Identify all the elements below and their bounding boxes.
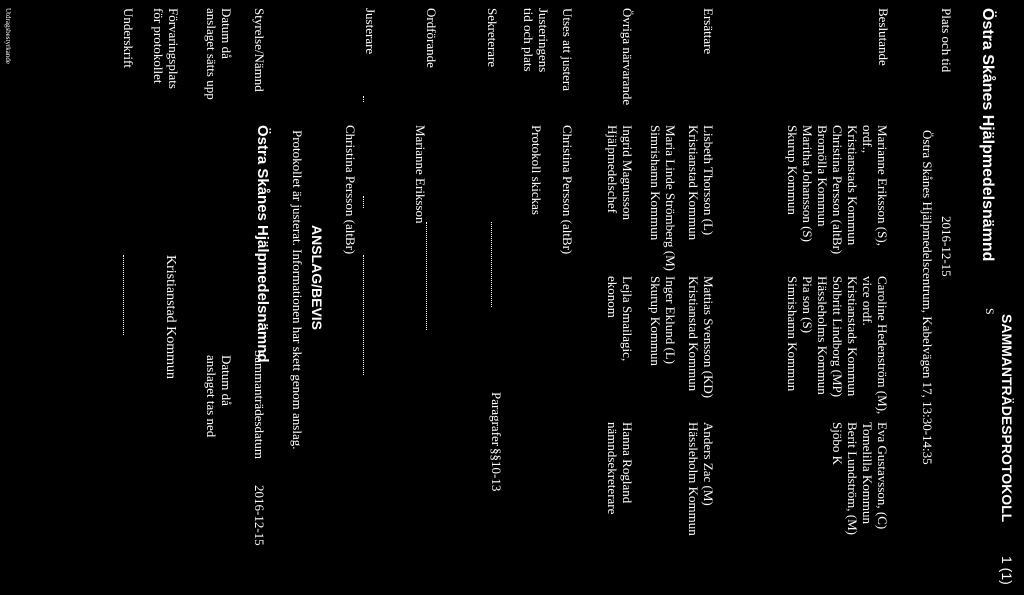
page-number: 1 (1) (999, 556, 1015, 585)
ersattare-column-1: Lisbeth Thorsson (L) Kristianstad Kommun Maria Linde Strömberg (M) Simrishamn Kommun (648, 125, 716, 271)
ovriga-column-1: Ingrid Magnusson Hjälpmedelschef (605, 125, 635, 220)
ovriga-column-2: Lejla Smailagic, ekonom (605, 276, 635, 362)
forvaring-value: Kristianstad Kommun (163, 255, 178, 380)
ordforande-label: Ordförande (424, 8, 439, 68)
sammantradesdatum-value: 2016-12-15 (252, 485, 267, 546)
doc-type-heading: SAMMANTRÄDESPROTOKOLL (999, 314, 1015, 523)
justerare-signature-mark-2 (363, 196, 364, 208)
sammantradesdatum-label: Sammanträdesdatum (252, 350, 267, 460)
organization-title: Östra Skånes Hjälpmedelsnämnd (979, 8, 996, 262)
beslutande-label: Beslutande (876, 8, 891, 66)
justeringens-value: Protokoll skickas (529, 125, 544, 215)
justerare-signature-line (363, 255, 364, 375)
datum-ned-label: Datum då anslaget tas ned (204, 355, 234, 438)
styrelse-value: Östra Skånes Hjälpmedelsnämnd (254, 125, 271, 363)
paragrafer-value: §§10-13 (489, 448, 504, 492)
header-mark: S (983, 308, 997, 315)
beslutande-column-3: Eva Gustavsson, (C) Tomelilla Kommun Berit Lundström, (M) Sjöbo K (830, 422, 890, 536)
footer-text: Utdragsbestyrkande (4, 8, 12, 64)
place-date: 2016-12-15 (939, 216, 954, 277)
ovriga-column-3: Hanna Rogland nämndsekreterare (605, 422, 635, 515)
place-value: Östra Skånes Hjälpmedelscentrum, Kabelvägen 17, 13:30-14:35 (920, 130, 935, 465)
anslag-text: Protokollet är justerat. Informationen har skett genom anslag. (290, 130, 305, 450)
underskrift-label: Underskrift (121, 8, 136, 68)
paragrafer-label: Paragrafer (489, 392, 504, 447)
ovriga-label: Övriga närvarande (620, 8, 635, 106)
styrelse-label: Styrelse/Nämnd (252, 8, 267, 92)
sekreterare-signature-line (491, 222, 492, 307)
datum-upp-label: Datum då anslaget sätts upp (204, 8, 234, 100)
forvaring-label: Förvaringsplats för protokollet (151, 8, 181, 89)
place-label: Plats och tid (939, 8, 954, 73)
ersattare-label: Ersättare (701, 8, 716, 55)
underskrift-signature-line (123, 255, 124, 335)
ersattare-column-2: Mattias Svensson (KD) Kristianstad Kommun Inger Eklund (L) Skurup Kommun (648, 276, 716, 399)
justeringens-label: Justeringens tid och plats (521, 8, 551, 73)
justerare-value: Christina Persson (altBr) (343, 125, 358, 255)
anslag-title: ANSLAG/BEVIS (309, 225, 325, 331)
beslutande-column-1: Marianne Eriksson (S), ordf., Kristianstads Kommun Christina Persson (altBr) Bromölla Kommun Maritha Johansson (S) Skurup Kommun (785, 125, 890, 255)
ersattare-column-3: Anders Zac (M) Hässleholm Kommun (686, 422, 716, 536)
utses-value: Christina Persson (altBr) (560, 125, 575, 255)
justerare-signature-mark-1 (363, 96, 364, 102)
ordforande-signature-line (426, 222, 427, 330)
ordforande-value: Marianne Eriksson (413, 125, 428, 224)
justerare-label: Justerare (363, 8, 378, 55)
beslutande-column-2: Caroline Hedenström (M), vice ordf. Kristianstads Kommun Solbritt Lindborg (MP) Hässleholms Kommun Pia son (S) Simrishamn Kommun (785, 276, 890, 415)
utses-label: Utses att justera (560, 8, 575, 92)
sekreterare-label: Sekreterare (485, 8, 500, 68)
